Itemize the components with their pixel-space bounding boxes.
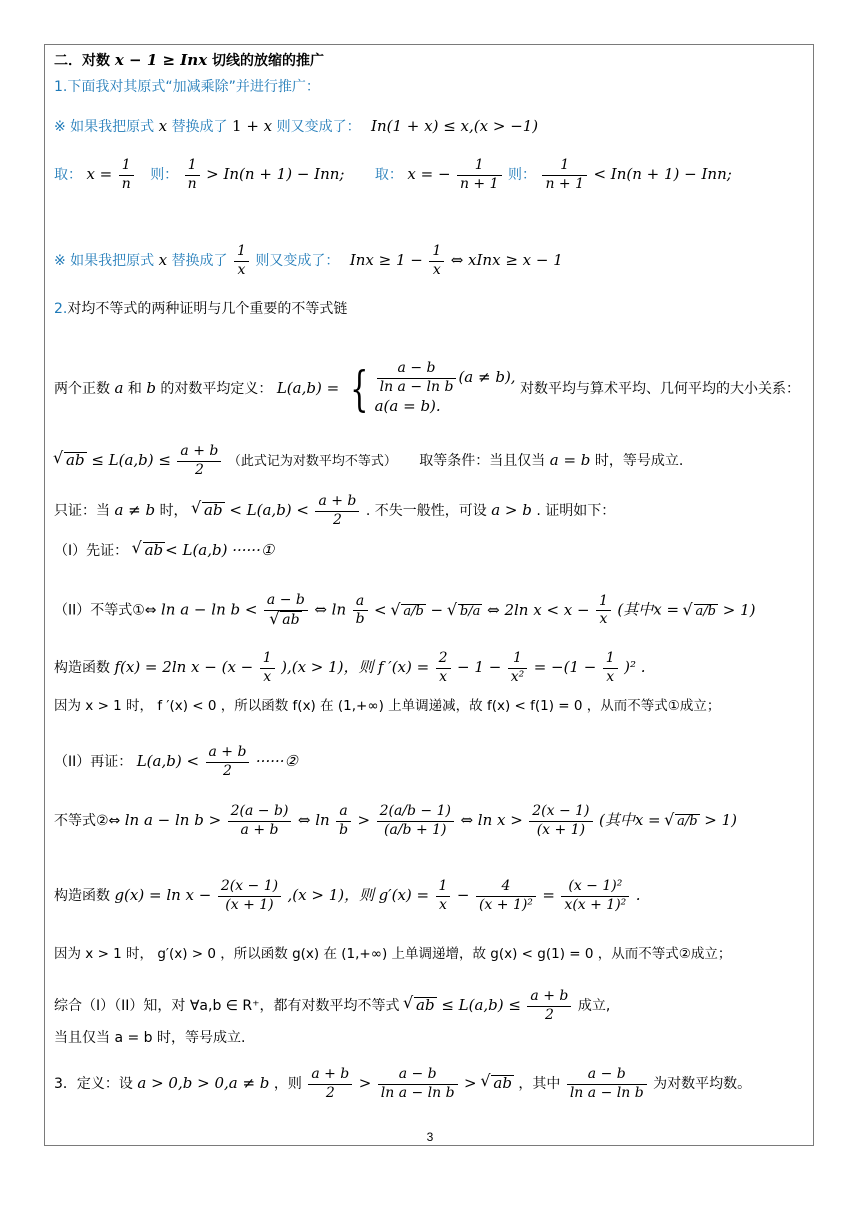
item-1: 1.下面我对其原式“加减乘除”并进行推广：: [54, 79, 320, 95]
step-1: （I）先证： √ ab < L(a,b) ······①: [54, 542, 274, 558]
step-4: 不等式②⇔ ln a − ln b > $\frac{2(a - b)}{a + b}$ ⇔ ln $\frac{a}{b}$ > $\frac{2(a/b - 1)}{(a/b + 1)}$ ⇔ ln x > $\frac{2(x - 1)}{(x + 1)}$ (其中x = √ a/b > 1): [54, 803, 737, 839]
definition: 两个正数 a 和 b 的对数平均定义： L(a,b) = { $\frac{a - b}{\text{ln a − ln b}}$ (a ≠ b), a(a = b). 对数平均与算术平均、几何平均的大小关系：: [54, 360, 801, 417]
item-2: 2.对均不等式的两种证明与几个重要的不等式链: [54, 301, 348, 317]
item-3: 3．定义：设 a > 0,b > 0,a ≠ b ，则 $\frac{a + b}{2}$ > $\frac{a - b}{\text{ln a − ln b}}$ > √ ab ，其中 $\frac{a - b}{\text{ln a − ln b}}$ 为对数平均数。: [54, 1066, 751, 1102]
take-line: 取： x = $\frac{1}{n}$ 则： $\frac{1}{n}$ > In(n + 1) − Inn; 取： x = − $\frac{1}{n + 1}$ 则： $\frac{1}{n + 1}$ < In(n + 1) − Inn;: [54, 157, 732, 192]
step-3: （II）再证： L(a,b) < $\frac{a + b}{2}$ ······②: [54, 744, 298, 779]
prove-line: 只证：当 a ≠ b 时， √ ab < L(a,b) < $\frac{a + b}{2}$ . 不失一般性，可设 a > b . 证明如下：: [54, 493, 615, 529]
section-title: 二．对数 x − 1 ≥ Inx 切线的放缩的推广: [54, 51, 325, 69]
reason-f: 因为 x > 1 时， f ′(x) < 0 ，所以函数 f(x) 在 (1,+∞) 上单调递减，故 f(x) < f(1) = 0 ，从而不等式①成立；: [54, 698, 721, 714]
ineq-chain: √ ab ≤ L(a,b) ≤ $\frac{a + b}{2}$ （此式记为对数平均不等式） 取等条件：当且仅当 a = b 时，等号成立.: [54, 443, 683, 479]
page-number: 3: [426, 1130, 434, 1144]
step-2: （II）不等式①⇔ ln a − ln b < a − b √ ab ⇔ ln $\frac{a}{b}$ < √ a/b − √ b/a ⇔ 2ln x < x − $\frac{1}{x}$ (其中x = √ a/b > 1): [54, 592, 755, 629]
summary-line-2: 当且仅当 a = b 时，等号成立.: [54, 1030, 246, 1046]
reason-g: 因为 x > 1 时， g′(x) > 0 ，所以函数 g(x) 在 (1,+∞) 上单调递增，故 g(x) < g(1) = 0 ，从而不等式②成立；: [54, 946, 732, 962]
construct-g: 构造函数 g(x) = ln x − $\frac{2(x - 1)}{(x + 1)}$ ,(x > 1)，则 g′(x) = $\frac{1}{x}$ − $\frac{4}{\text{(x + 1)²}}$ = $\frac{\text{(x − 1)²}}{\text{x(x + 1)²}}$ .: [54, 878, 641, 913]
summary: 综合（I）（II）知，对 ∀a,b ∈ R⁺，都有对数平均不等式 √ ab ≤ L(a,b) ≤ $\frac{a + b}{2}$ 成立,: [54, 988, 610, 1024]
note-1: ※ 如果我把原式 x 替换成了 1 + x 则又变成了： In(1 + x) ≤ x,(x > −1): [54, 117, 539, 135]
construct-f: 构造函数 f(x) = 2ln x − (x − $\frac{1}{x}$ ),(x > 1)，则 f ′(x) = $\frac{2}{x}$ − 1 − $\frac{1}{\text{x²}}$ = −(1 − $\frac{1}{x}$ )² .: [54, 650, 646, 685]
note-2: ※ 如果我把原式 x 替换成了 $\frac{1}{x}$ 则又变成了： Inx ≥ 1 − $\frac{1}{x}$ ⇔ xInx ≥ x − 1: [54, 243, 563, 278]
